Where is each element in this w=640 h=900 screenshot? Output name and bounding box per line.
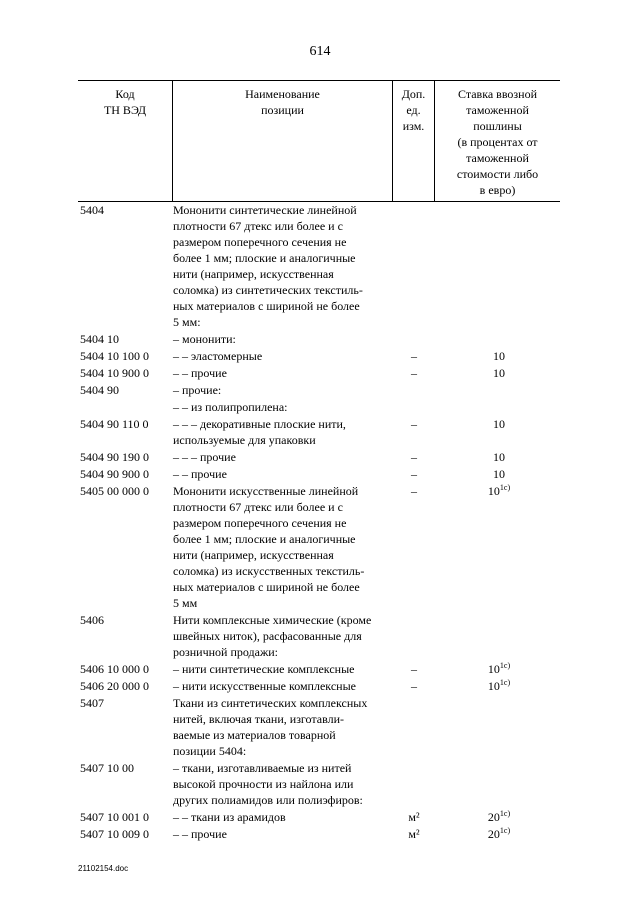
table-row xyxy=(78,695,560,760)
row-unit: – xyxy=(411,450,417,464)
row-code: 5404 10 900 0 xyxy=(80,366,149,380)
rate-value: 10 xyxy=(493,450,505,464)
row-name: – – – прочие xyxy=(173,450,236,464)
row-code: 5407 10 001 0 xyxy=(80,810,149,824)
row-rate xyxy=(438,678,560,694)
row-name: – мононити: xyxy=(173,332,236,346)
row-unit: м² xyxy=(408,810,420,824)
row-code: 5404 90 900 0 xyxy=(80,467,149,481)
rate-value: 20 xyxy=(487,827,500,841)
row-unit: – xyxy=(411,417,417,431)
rate-value: 10 xyxy=(493,467,505,481)
row-rate xyxy=(438,466,560,482)
row-code: 5405 00 000 0 xyxy=(80,484,149,498)
table-row xyxy=(78,809,560,826)
rate-footnote: 1c) xyxy=(499,678,511,687)
table-row xyxy=(78,399,560,416)
rate-value: 10 xyxy=(487,484,500,498)
row-rate xyxy=(438,348,560,364)
row-unit: – xyxy=(411,349,417,363)
table-row xyxy=(78,365,560,382)
table-row xyxy=(78,483,560,612)
row-name: Ткани из синтетических комплексных нитей, включая ткани, изготавли- ваемые из материалов товарной позиции 5404: xyxy=(173,696,368,758)
row-name: – – прочие xyxy=(173,827,227,841)
row-rate xyxy=(438,661,560,677)
table-row xyxy=(78,678,560,695)
row-rate xyxy=(438,826,560,842)
row-name: Мононити искусственные линейной плотности 67 дтекс или более и с размером поперечного сечения не более 1 мм; плоские и аналогичные нити (например, искусственная соломка) из искусственных текстиль- ных материалов с шириной не более 5 мм xyxy=(173,484,365,610)
table-row xyxy=(78,416,560,449)
row-rate xyxy=(438,483,560,499)
rate-footnote: 1c) xyxy=(499,809,511,818)
rate-value: 10 xyxy=(493,366,505,380)
row-name: – – прочие xyxy=(173,467,227,481)
rate-footnote: 1c) xyxy=(499,661,511,670)
row-unit: – xyxy=(411,366,417,380)
row-name: – – эластомерные xyxy=(173,349,263,363)
row-unit: – xyxy=(411,679,417,693)
row-code: 5407 10 009 0 xyxy=(80,827,149,841)
rate-value: 10 xyxy=(487,679,500,693)
file-name-footer: 21102154.doc xyxy=(78,864,129,873)
table-row xyxy=(78,661,560,678)
row-name: – нити искусственные комплексные xyxy=(173,679,356,693)
row-code: 5407 10 00 xyxy=(80,761,134,775)
header-rate: Ставка ввозной таможенной пошлины (в процентах от таможенной стоимости либо в евро) xyxy=(456,87,539,197)
row-rate xyxy=(438,449,560,465)
row-code: 5406 10 000 0 xyxy=(80,662,149,676)
row-unit: м² xyxy=(408,827,420,841)
table-row xyxy=(78,382,560,399)
table-row xyxy=(78,202,560,331)
row-name: Нити комплексные химические (кроме швейных ниток), расфасованные для розничной продажи: xyxy=(173,613,372,659)
row-rate xyxy=(438,809,560,825)
row-name: – ткани, изготавливаемые из нитей высокой прочности из найлона или других полиамидов или полиэфиров: xyxy=(173,761,363,807)
rate-value: 10 xyxy=(493,349,505,363)
row-code: 5406 xyxy=(80,613,104,627)
table-row xyxy=(78,331,560,348)
row-name: – нити синтетические комплексные xyxy=(173,662,355,676)
header-code: Код ТН ВЭД xyxy=(103,87,147,117)
row-code: 5404 10 100 0 xyxy=(80,349,149,363)
row-unit: – xyxy=(411,467,417,481)
table-row xyxy=(78,826,560,843)
page-number: 614 xyxy=(309,44,331,59)
row-code: 5406 20 000 0 xyxy=(80,679,149,693)
row-name: – – – декоративные плоские нити, используемые для упаковки xyxy=(173,417,346,447)
row-name: Мононити синтетические линейной плотности 67 дтекс или более и с размером поперечного сечения не более 1 мм; плоские и аналогичные нити (например, искусственная соломка) из синтетических текстиль- ных материалов с шириной не более 5 мм: xyxy=(173,203,363,329)
row-rate xyxy=(438,365,560,381)
row-rate xyxy=(438,416,560,432)
row-unit: – xyxy=(411,484,417,498)
row-name: – – прочие xyxy=(173,366,227,380)
row-name: – – из полипропилена: xyxy=(173,400,288,414)
table-row xyxy=(78,348,560,365)
header-name: Наименование позиции xyxy=(245,87,320,117)
table-body xyxy=(78,202,560,843)
table-row xyxy=(78,612,560,661)
row-code: 5404 xyxy=(80,203,104,217)
rate-value: 10 xyxy=(487,662,500,676)
rate-footnote: 1c) xyxy=(499,483,511,492)
row-code: 5404 10 xyxy=(80,332,119,346)
row-name: – прочие: xyxy=(173,383,222,397)
row-code: 5404 90 190 0 xyxy=(80,450,149,464)
row-code: 5404 90 xyxy=(80,383,119,397)
table-row xyxy=(78,449,560,466)
row-name: – – ткани из арамидов xyxy=(173,810,286,824)
table-header xyxy=(78,80,560,202)
row-unit: – xyxy=(411,662,417,676)
header-unit: Доп. ед. изм. xyxy=(401,87,426,133)
table-row xyxy=(78,760,560,809)
row-code: 5404 90 110 0 xyxy=(80,417,149,431)
rate-value: 20 xyxy=(487,810,500,824)
table-row xyxy=(78,466,560,483)
rate-value: 10 xyxy=(493,417,505,431)
rate-footnote: 1c) xyxy=(499,826,511,835)
row-code: 5407 xyxy=(80,696,104,710)
